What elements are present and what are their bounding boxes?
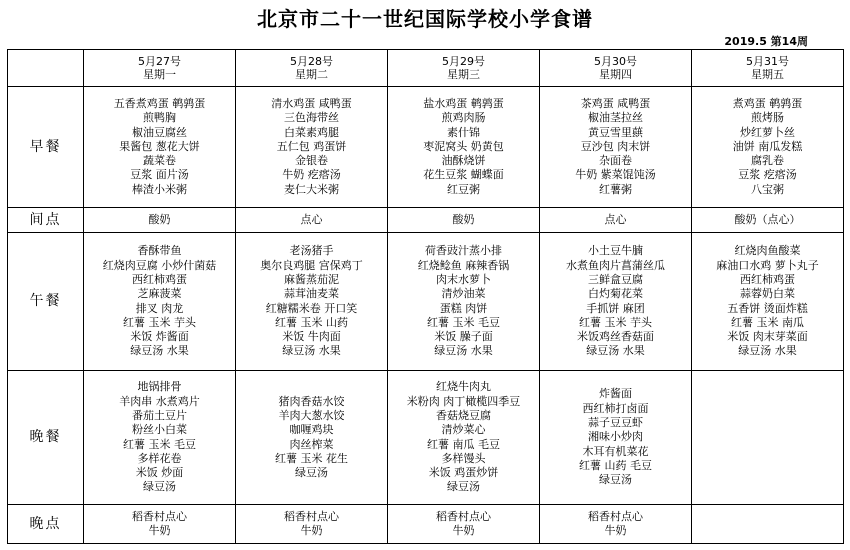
menu-cell [388, 371, 540, 505]
dish-item: 红薯 玉米 花生 [275, 451, 348, 465]
day-weekday: 星期一 [143, 68, 176, 81]
dish-item: 老汤猪手 [289, 244, 334, 258]
dish-item: 煎鸡肉肠 [441, 111, 486, 125]
meal-name: 晚点 [8, 505, 84, 544]
dish-item: 红薯 玉米 毛豆 [123, 437, 196, 451]
dish-item: 绿豆汤 [599, 473, 632, 487]
dish-item: 地锅排骨 [137, 380, 182, 394]
dish-item: 稻香村点心 [284, 509, 339, 523]
dish-item: 绿豆汤 [143, 480, 176, 494]
dish-item: 红薯 玉米 南瓜 [731, 315, 804, 329]
dish-item: 红薯 玉米 毛豆 [427, 315, 500, 329]
day-weekday: 星期二 [295, 68, 328, 81]
meal-row [8, 208, 844, 233]
dish-item: 香酥带鱼 [137, 244, 182, 258]
dish-item: 盐水鸡蛋 鹌鹑蛋 [423, 96, 504, 110]
dish-item: 豆浆 疙瘩汤 [738, 168, 797, 182]
menu-cell [236, 87, 388, 208]
dish-item: 蒜茸油麦菜 [284, 287, 339, 301]
day-date: 5月30号 [594, 55, 637, 68]
dish-item: 杂面卷 [599, 154, 632, 168]
dish-item: 米饭 肉末芽菜面 [727, 330, 808, 344]
menu-cell [540, 505, 692, 544]
dish-item: 白灼菊花菜 [588, 287, 643, 301]
dish-item: 番茄土豆片 [132, 408, 187, 422]
dish-item: 豆浆 面片汤 [130, 168, 189, 182]
dish-item: 米饭鸡丝香菇面 [577, 330, 654, 344]
dish-item: 素什锦 [447, 125, 480, 139]
dish-item: 猪肉香菇水饺 [278, 394, 345, 408]
dish-item: 木耳有机菜花 [582, 444, 649, 458]
menu-cell [388, 87, 540, 208]
dish-item: 肉末水萝卜 [436, 272, 491, 286]
dish-item: 酸奶 [148, 212, 171, 226]
dish-item: 清炒菜心 [441, 423, 486, 437]
dish-item: 三鲜盒豆腐 [588, 272, 643, 286]
dish-item: 米饭 鸡蛋炒饼 [428, 466, 499, 480]
dish-item: 绿豆汤 [447, 480, 480, 494]
day-date: 5月29号 [442, 55, 485, 68]
dish-item: 肉丝榨菜 [289, 437, 334, 451]
dish-item: 红烧肉鱼酸菜 [734, 244, 801, 258]
menu-cell [540, 87, 692, 208]
dish-item: 茶鸡蛋 咸鸭蛋 [580, 96, 651, 110]
dish-item: 红薯粥 [599, 182, 632, 196]
dish-item: 多样馒头 [441, 451, 486, 465]
meal-name: 午餐 [8, 233, 84, 371]
week-label: 2019.5 第14周 [724, 35, 808, 48]
dish-item: 红烧鲶鱼 麻辣香锅 [417, 258, 510, 272]
dish-item: 黄豆雪里蕻 [588, 125, 643, 139]
dish-item: 米饭 炸酱面 [130, 330, 189, 344]
day-header [692, 50, 844, 87]
dish-item: 煎鸭胸 [143, 111, 176, 125]
menu-cell [236, 233, 388, 371]
day-header [84, 50, 236, 87]
dish-item: 牛奶 紫菜馄饨汤 [575, 168, 656, 182]
dish-item: 红薯 南瓜 毛豆 [427, 437, 500, 451]
dish-item: 绿豆汤 水果 [738, 344, 797, 358]
dish-item: 排叉 肉龙 [135, 301, 184, 315]
meal-row [8, 233, 844, 371]
corner-cell [8, 50, 84, 87]
day-date: 5月27号 [138, 55, 181, 68]
dish-item: 酸奶 [452, 212, 475, 226]
dish-item: 红薯 山药 毛豆 [579, 458, 652, 472]
menu-table-body [8, 50, 844, 544]
menu-cell [692, 505, 844, 544]
menu-cell [540, 208, 692, 233]
dish-item: 绿豆汤 水果 [434, 344, 493, 358]
menu-cell [236, 208, 388, 233]
dish-item: 绿豆汤 [295, 466, 328, 480]
dish-item: 牛奶 [148, 524, 171, 537]
menu-cell [236, 371, 388, 505]
dish-item: 蛋糕 肉饼 [439, 301, 488, 315]
dish-item: 咖喱鸡块 [289, 423, 334, 437]
dish-item: 麻酱蒸茄泥 [284, 272, 339, 286]
dish-item: 米饭 炒面 [135, 466, 184, 480]
dish-item: 麻油口水鸡 萝卜丸子 [716, 258, 819, 272]
menu-cell [84, 208, 236, 233]
dish-item: 五仁包 鸡蛋饼 [276, 139, 347, 153]
dish-item: 清水鸡蛋 咸鸭蛋 [271, 96, 352, 110]
dish-item: 清炒油菜 [441, 287, 486, 301]
dish-item: 油酥烧饼 [441, 154, 486, 168]
dish-item: 点心 [604, 212, 627, 226]
menu-cell [388, 505, 540, 544]
day-weekday: 星期五 [751, 68, 784, 81]
menu-cell [388, 233, 540, 371]
dish-item: 芝麻菠菜 [137, 287, 182, 301]
dish-item: 香菇烧豆腐 [436, 408, 491, 422]
dish-item: 米饭 臊子面 [434, 330, 493, 344]
meal-name: 间点 [8, 208, 84, 233]
dish-item: 米粉肉 肉丁橄榄四季豆 [406, 394, 521, 408]
dish-item: 煎烤肠 [751, 111, 784, 125]
dish-item: 红薯 玉米 山药 [275, 315, 348, 329]
dish-item: 牛奶 疙瘩汤 [282, 168, 341, 182]
menu-cell [540, 233, 692, 371]
dish-item: 水煮鱼肉片菖蒲丝瓜 [566, 258, 665, 272]
day-weekday: 星期三 [447, 68, 480, 81]
dish-item: 蒜蓉奶白菜 [740, 287, 795, 301]
dish-item: 果酱包 葱花大饼 [119, 139, 200, 153]
menu-cell [84, 371, 236, 505]
page-title: 北京市二十一世纪国际学校小学食谱 [257, 7, 593, 31]
dish-item: 西红柿鸡蛋 [740, 272, 795, 286]
menu-cell [692, 371, 844, 505]
menu-cell [84, 505, 236, 544]
dish-item: 五香饼 烫面炸糕 [727, 301, 808, 315]
dish-item: 稻香村点心 [132, 509, 187, 523]
dish-item: 八宝粥 [751, 182, 784, 196]
dish-item: 绿豆汤 水果 [282, 344, 341, 358]
dish-item: 奥尔良鸡腿 宫保鸡丁 [260, 258, 363, 272]
day-header [388, 50, 540, 87]
dish-item: 羊肉串 水煮鸡片 [119, 394, 200, 408]
dish-item: 油饼 南瓜发糕 [732, 139, 803, 153]
dish-item: 点心 [300, 212, 323, 226]
dish-item: 牛奶 [300, 524, 323, 537]
dish-item: 煮鸡蛋 鹌鹑蛋 [732, 96, 803, 110]
dish-item: 红烧肉豆腐 小炒什菌菇 [102, 258, 217, 272]
dish-item: 米饭 牛肉面 [282, 330, 341, 344]
day-header [540, 50, 692, 87]
dish-item: 湘味小炒肉 [588, 430, 643, 444]
dish-item: 三色海带丝 [284, 111, 339, 125]
dish-item: 小土豆牛腩 [588, 244, 643, 258]
menu-table [7, 49, 844, 544]
header-row [8, 50, 844, 87]
meal-row [8, 505, 844, 544]
dish-item: 粉丝小白菜 [132, 423, 187, 437]
menu-cell [388, 208, 540, 233]
dish-item: 牛奶 [452, 524, 475, 537]
dish-item: 蔬菜卷 [143, 154, 176, 168]
dish-item: 稻香村点心 [436, 509, 491, 523]
menu-cell [84, 87, 236, 208]
day-weekday: 星期四 [599, 68, 632, 81]
dish-item: 炸酱面 [599, 387, 632, 401]
dish-item: 枣泥窝头 奶黄包 [423, 139, 504, 153]
day-date: 5月28号 [290, 55, 333, 68]
dish-item: 椒油茎拉丝 [588, 111, 643, 125]
meal-name: 早餐 [8, 87, 84, 208]
menu-cell [236, 505, 388, 544]
dish-item: 棒渣小米粥 [132, 182, 187, 196]
dish-item: 白菜素鸡腿 [284, 125, 339, 139]
dish-item: 酸奶（点心） [734, 212, 801, 226]
menu-cell [84, 233, 236, 371]
menu-cell [692, 208, 844, 233]
dish-item: 金银卷 [295, 154, 328, 168]
dish-item: 花生豆浆 蝴蝶面 [423, 168, 504, 182]
dish-item: 椒油豆腐丝 [132, 125, 187, 139]
dish-item: 红烧牛肉丸 [436, 380, 491, 394]
dish-item: 红薯 玉米 芋头 [579, 315, 652, 329]
dish-item: 炒红萝卜丝 [740, 125, 795, 139]
dish-item: 腐乳卷 [751, 154, 784, 168]
day-date: 5月31号 [746, 55, 789, 68]
menu-cell [540, 371, 692, 505]
day-header [236, 50, 388, 87]
dish-item: 麦仁大米粥 [284, 182, 339, 196]
dish-item: 红豆粥 [447, 182, 480, 196]
dish-item: 羊肉大葱水饺 [278, 408, 345, 422]
dish-item: 稻香村点心 [588, 509, 643, 523]
dish-item: 牛奶 [604, 524, 627, 537]
dish-item: 绿豆汤 水果 [586, 344, 645, 358]
meal-name: 晚餐 [8, 371, 84, 505]
dish-item: 多样花卷 [137, 451, 182, 465]
dish-item: 手抓饼 麻团 [586, 301, 645, 315]
dish-item: 红糖糯米卷 开口笑 [265, 301, 358, 315]
dish-item: 豆沙包 肉末饼 [580, 139, 651, 153]
dish-item: 西红柿打卤面 [582, 401, 649, 415]
dish-item: 五香煮鸡蛋 鹌鹑蛋 [113, 96, 206, 110]
dish-item: 蒜子豆豆虾 [588, 416, 643, 430]
dish-item: 绿豆汤 水果 [130, 344, 189, 358]
menu-cell [692, 87, 844, 208]
meal-row [8, 371, 844, 505]
meal-row [8, 87, 844, 208]
dish-item: 西红柿鸡蛋 [132, 272, 187, 286]
dish-item: 红薯 玉米 芋头 [123, 315, 196, 329]
menu-cell [692, 233, 844, 371]
dish-item: 荷香豉汁蒸小排 [425, 244, 502, 258]
